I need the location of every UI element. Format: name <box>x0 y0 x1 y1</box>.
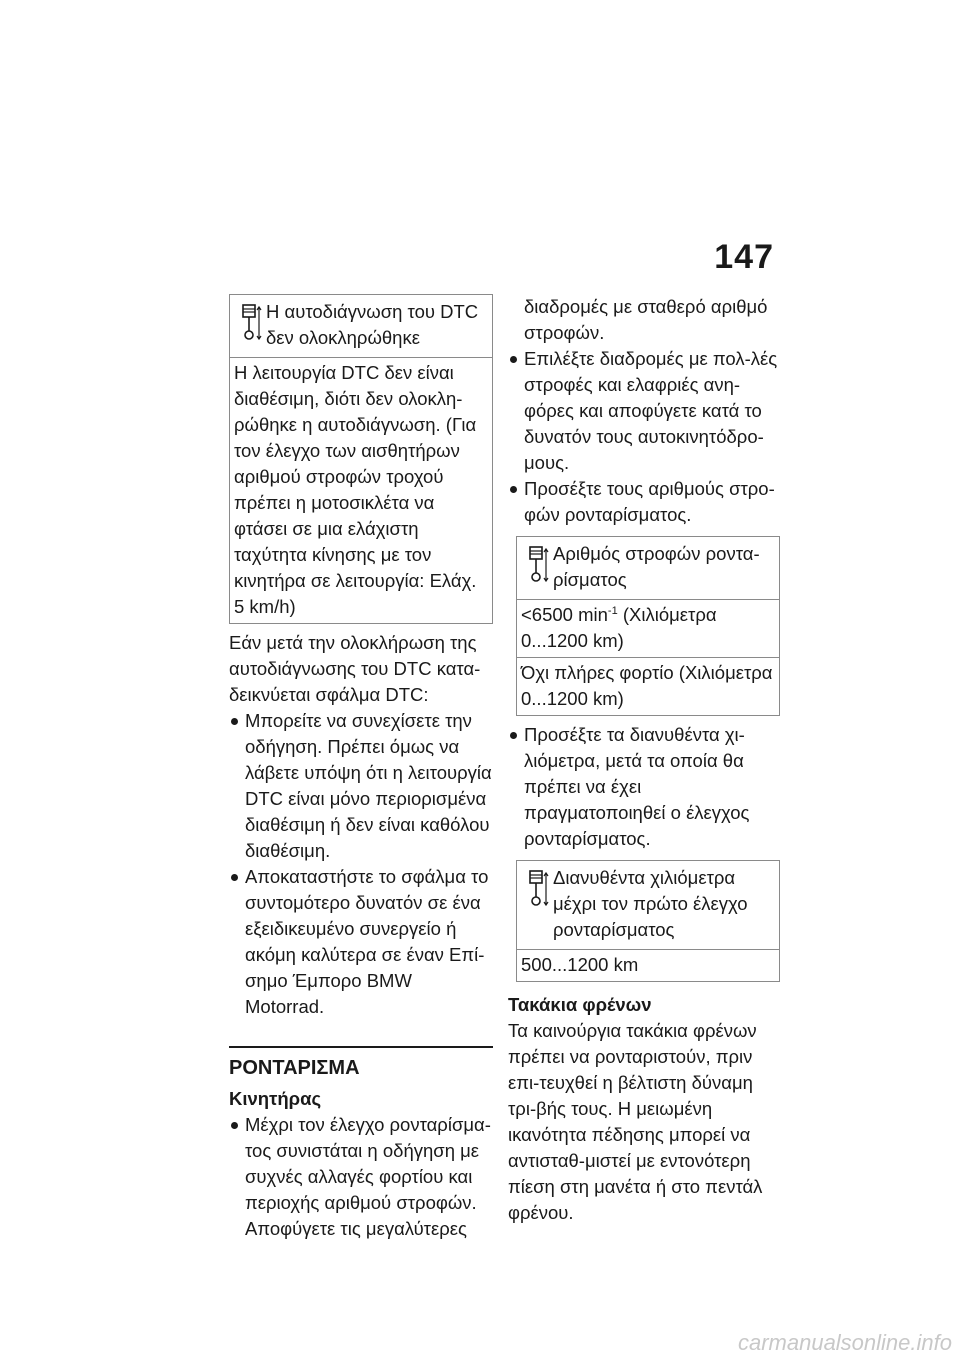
watermark: carmanualsonline.info <box>737 1330 952 1355</box>
dtc-fault-list <box>229 708 493 1020</box>
box-header <box>230 295 492 357</box>
speed-limit-row <box>517 599 779 657</box>
list-item: Μπορείτε να συνεχίσετε την οδήγηση. Πρέπει όμως να λάβετε υπόψη ότι η λειτουργία DTC είναι μόνο περιορισμένα διαθέσιμη ή δεν είναι καθόλου διαθέσιμη. <box>229 708 493 864</box>
box-header-text: Η αυτοδιάγνωση του DTC δεν ολοκληρώθηκε <box>266 301 479 348</box>
dtc-fault-paragraph: Εάν μετά την ολοκλήρωση της αυτοδιάγνωσης του DTC κατα-δεικνύεται σφάλμα DTC: <box>229 632 481 705</box>
subheading-engine: Κινητήρας <box>229 1088 322 1109</box>
load-row: Όχι πλήρες φορτίο (Χιλιόμετρα 0...1200 km) <box>517 657 779 715</box>
left-column <box>229 294 493 1242</box>
box-header <box>517 537 779 599</box>
list-item: Προσέξτε τους αριθμούς στρο-φών ρονταρίσματος. <box>508 476 780 528</box>
list-item: Αποκαταστήστε το σφάλμα το συντομότερο δυνατόν σε ένα εξειδικευμένο συνεργείο ή ακόμη καλύτερα σε έναν Επί-σημο Έμπορο BMW Motorrad. <box>229 864 493 1020</box>
rpm-exponent: -1 <box>607 605 618 617</box>
list-item: Μέχρι τον έλεγχο ρονταρίσμα-τος συνιστάται η οδήγηση με συχνές αλλαγές φορτίου και περιοχής αριθμού στροφών. Αποφύγετε τις μεγαλύτερες <box>229 1112 493 1242</box>
dtc-selfdiagnosis-box <box>229 294 493 624</box>
running-in-mileage-box <box>516 860 780 982</box>
mileage-tip-list <box>508 722 780 852</box>
right-column <box>508 294 780 1226</box>
running-in-speed-box <box>516 536 780 716</box>
page-number: 147 <box>714 238 774 276</box>
subheading-brake-pads: Τακάκια φρένων <box>508 994 652 1015</box>
route-tips-list <box>508 346 780 528</box>
engine-piston-icon <box>527 545 549 585</box>
box-header-text: Αριθμός στροφών ροντα-ρίσματος <box>553 543 760 590</box>
rpm-value: <6500 min <box>521 604 608 625</box>
list-item: Επιλέξτε διαδρομές με πολ-λές στροφές και ελαφριές ανη-φόρες και αποφύγετε κατά το δυνατόν τους αυτοκινητόδρο-μους. <box>508 346 780 476</box>
box-header-text: Διανυθέντα χιλιόμετρα μέχρι τον πρώτο έλεγχο ρονταρίσματος <box>553 867 748 940</box>
mileage-row: 500...1200 km <box>517 949 779 981</box>
box-body-text: Η λειτουργία DTC δεν είναι διαθέσιμη, διότι δεν ολοκλη-ρώθηκε η αυτοδιάγνωση. (Για τον έλεγχο των αισθητήρων αριθμού στροφών τροχού πρέπει η μοτοσικλέτα να φτάσει σε μια ελάχιστη ταχύτητα κίνησης με τον κινητήρα σε λειτουργία: Ελάχ. 5 km/h) <box>230 357 492 623</box>
engine-running-in-list <box>229 1112 493 1242</box>
rpm-range: (Χιλιόμετρα 0...1200 km) <box>521 604 717 651</box>
brake-pads-paragraph: Τα καινούργια τακάκια φρένων πρέπει να ρονταριστούν, πριν επι-τευχθεί η βέλτιστη δύναμη τρι-βής τους. Η μειωμένη ικανότητα πέδησης μπορεί να αντισταθ-μιστεί με εντονότερη πίεση στη μανέτα ή στο πεντάλ φρένου. <box>508 1020 763 1223</box>
list-item: Προσέξτε τα διανυθέντα χι-λιόμετρα, μετά τα οποία θα πρέπει να έχει πραγματοποιηθεί ο έλεγχος ρονταρίσματος. <box>508 722 780 852</box>
engine-piston-icon <box>240 303 262 343</box>
box-header <box>517 861 779 949</box>
engine-piston-icon <box>527 869 549 909</box>
continued-text: διαδρομές με σταθερό αριθμό στροφών. <box>524 296 768 343</box>
section-title-running-in: ΡΟΝΤΑΡΙΣΜΑ <box>229 1046 493 1082</box>
